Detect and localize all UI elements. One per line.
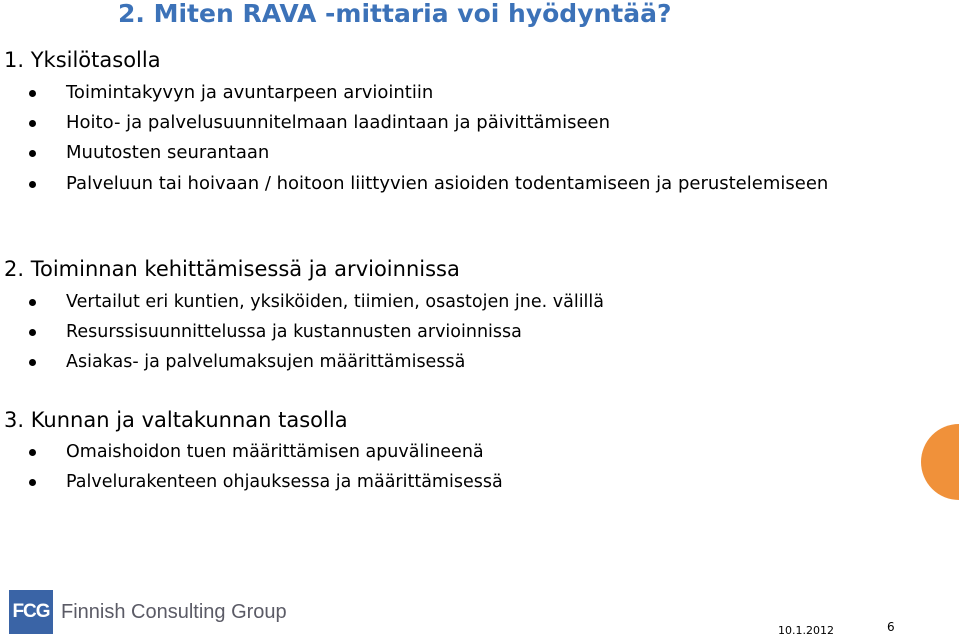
section-heading-2: 2. Toiminnan kehittämisessä ja arvioinnissa	[4, 257, 460, 281]
section-heading-3: 3. Kunnan ja valtakunnan tasolla	[4, 408, 348, 432]
fcg-logo	[9, 590, 287, 634]
list-item: Vertailut eri kuntien, yksiköiden, tiimien, osastojen jne. välillä	[0, 287, 604, 317]
bullet-list-1	[0, 78, 856, 196]
bullet-list-3	[0, 437, 503, 497]
list-item: Palvelurakenteen ohjauksessa ja määrittämisessä	[0, 467, 503, 497]
section-heading-1: 1. Yksilötasolla	[4, 48, 161, 72]
list-item: Toimintakyvyn ja avuntarpeen arviointiin	[0, 78, 856, 108]
slide-title: 2. Miten RAVA -mittaria voi hyödyntää?	[118, 0, 672, 28]
company-name: Finnish Consulting Group	[61, 600, 287, 623]
list-item: Muutosten seurantaan	[0, 138, 856, 168]
list-item: Palveluun tai hoivaan / hoitoon liittyvien asioiden todentamiseen ja perustelemiseen	[0, 168, 856, 196]
fcg-logo-mark: FCG	[9, 590, 53, 634]
bullet-list-2	[0, 287, 604, 377]
list-item: Hoito- ja palvelusuunnitelmaan laadintaan ja päivittämiseen	[0, 108, 856, 138]
list-item: Omaishoidon tuen määrittämisen apuvälineenä	[0, 437, 503, 467]
footer-date: 10.1.2012	[778, 624, 834, 637]
page-number: 6	[887, 620, 895, 634]
orange-half-circle-decoration	[921, 424, 959, 500]
list-item: Resurssisuunnittelussa ja kustannusten arvioinnissa	[0, 317, 604, 347]
list-item: Asiakas- ja palvelumaksujen määrittämisessä	[0, 347, 604, 377]
